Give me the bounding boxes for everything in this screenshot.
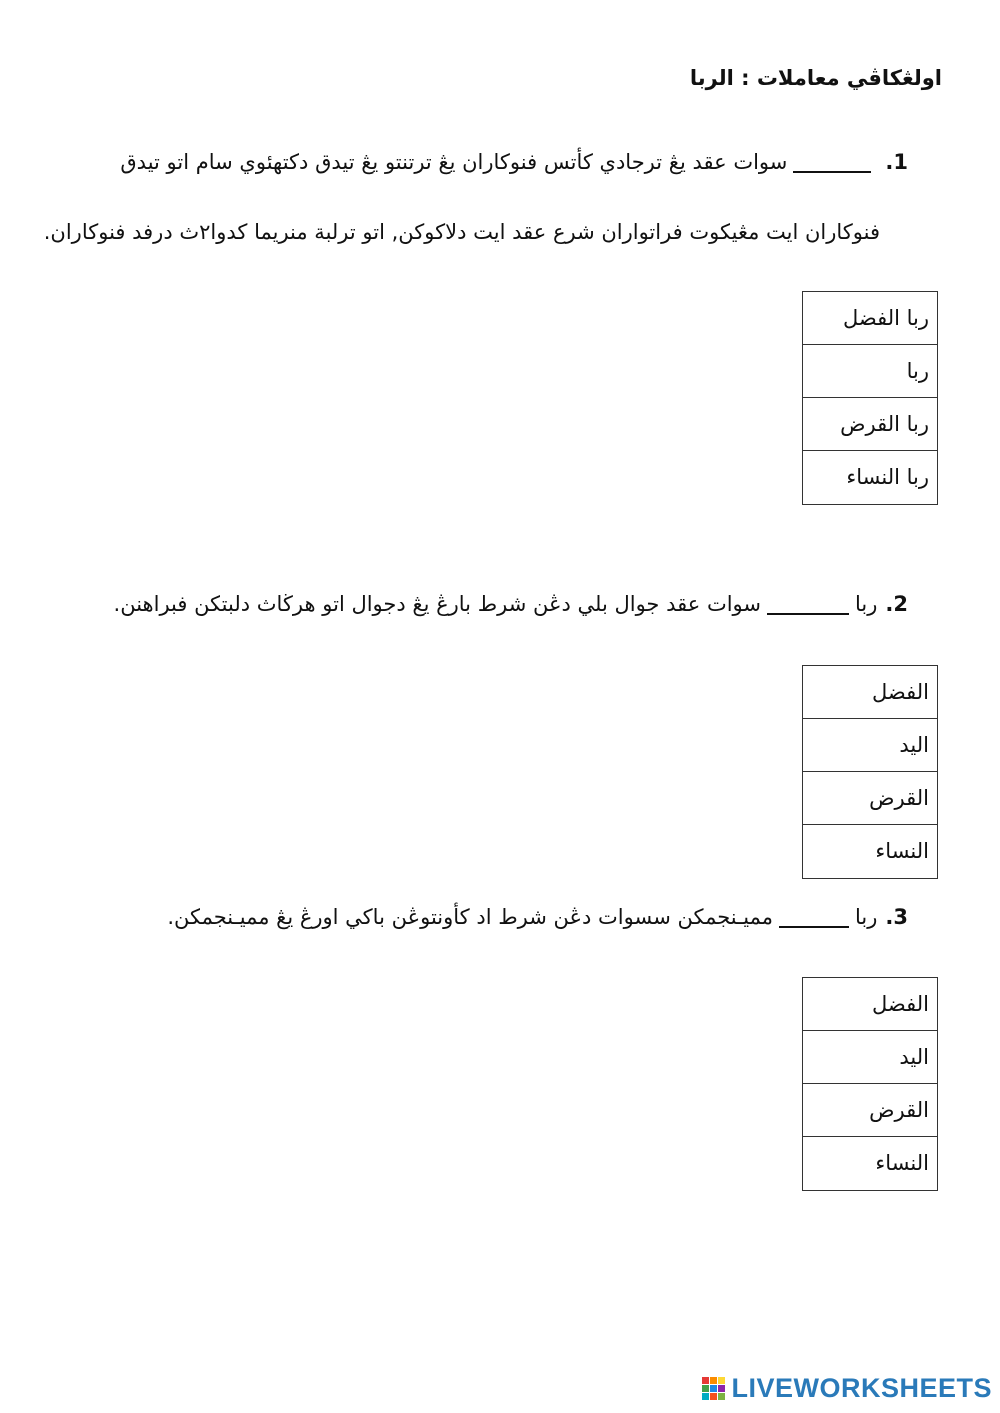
question-1-option-3[interactable]: ربا القرض [803,398,937,451]
question-3-option-4[interactable]: النساء [875,1151,929,1175]
question-1-text-line-1: سوات عقد يڠ ترجادي كأتس فنوكاران يڠ ترتنتو يڠ تيدق دكتهئوي سام اتو تيدق [120,150,788,174]
question-2-text: سوات عقد جوال بلي دڠن شرط بارڠ يڠ دجوال اتو هرڬاث دلبتکن فبراهنن. [113,592,761,616]
question-2-options [802,665,938,879]
question-1-text-line-2: فنوكاران ايت مڠيكوت فراتواران شرع عقد ايت دلاکوکن, اتو ترلبة منريما كدوا٢ث درفد فنوكاران. [43,220,880,244]
question-3-option-3[interactable]: القرض [803,1084,937,1137]
question-1-option-1[interactable]: ربا الفضل [803,292,937,345]
question-3-number: 3. [885,905,908,929]
question-2-blank [767,595,849,615]
question-2-line [114,592,908,616]
question-3-option-1[interactable]: الفضل [803,978,937,1031]
question-1-option-2[interactable]: ربا [803,345,937,398]
liveworksheets-footer [702,1371,992,1405]
question-2-option-2[interactable]: اليد [803,719,937,772]
question-3-option-2[interactable]: اليد [803,1031,937,1084]
question-3-prefix: ربا [855,905,878,929]
question-1-blank [793,153,871,173]
question-2-number: 2. [885,592,908,616]
liveworksheets-logo-icon [702,1377,725,1400]
worksheet-title: اولڠکاڤي معاملات : الربا [689,66,942,90]
question-2-option-1[interactable]: الفضل [803,666,937,719]
question-1-options [802,291,938,505]
question-1-option-4[interactable]: ربا النساء [846,465,929,489]
question-3-options [802,977,938,1191]
question-3-text: مميـنجمكن سسوات دڠن شرط اد كأونتوڠن باكي اورڠ يڠ مميـنجمكن. [167,905,773,929]
question-3-line [167,905,908,929]
question-2-option-3[interactable]: القرض [803,772,937,825]
question-2-option-4[interactable]: النساء [875,839,929,863]
liveworksheets-brand: LIVEWORKSHEETS [731,1372,992,1403]
question-1-line-2 [44,220,880,244]
question-2-prefix: ربا [855,592,878,616]
question-3-blank [779,908,849,928]
question-1-line-1 [120,150,908,174]
question-1-number: 1. [885,150,908,174]
